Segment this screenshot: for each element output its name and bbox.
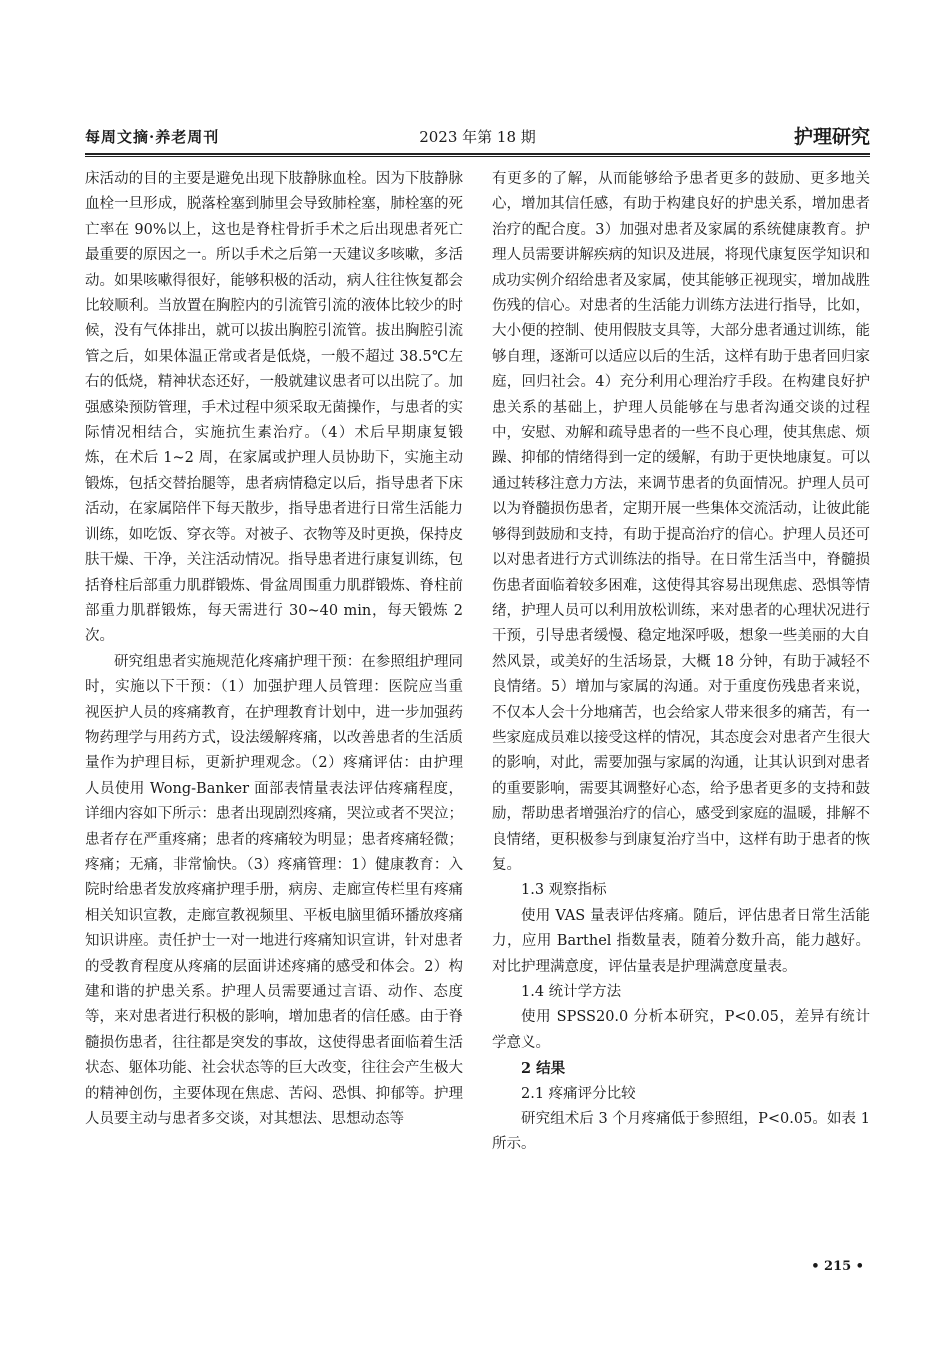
section-heading-2-1: 2.1 疼痛评分比较	[521, 1085, 636, 1102]
left-column	[85, 167, 463, 1132]
body-paragraph: 研究组患者实施规范化疼痛护理干预：在参照组护理同时，实施以下干预：（1）加强护理人员管理：医院应当重视医护人员的疼痛教育，在护理教育计划中，进一步加强药物药理学与用药方式，设法缓解疼痛，以改善患者的生活质量作为护理目标，更新护理观念。（2）疼痛评估：由护理人员使用 Wong-Banker 面部表情量表法评估疼痛程度，详细内容如下所示：患者出现剧烈疼痛，哭泣或者不哭泣；患者存在严重疼痛；患者的疼痛较为明显；患者疼痛轻微；疼痛；无痛，非常愉快。（3）疼痛管理：1）健康教育：入院时给患者发放疼痛护理手册，病房、走廊宣传栏里有疼痛相关知识宣教，走廊宣教视频里、平板电脑里循环播放疼痛知识讲座。责任护士一对一地进行疼痛知识宣讲，针对患者的受教育程度从疼痛的层面讲述疼痛的感受和体会。2）构建和谐的护患关系。护理人员需要通过言语、动作、态度等，来对患者进行积极的影响，增加患者的信任感。由于脊髓损伤患者，往往都是突发的事故，这使得患者面临着生活状态、躯体功能、社会状态等的巨大改变，往往会产生极大的精神创伤，主要体现在焦虑、苦闷、恐惧、抑郁等。护理人员要主动与患者多交谈，对其想法、思想动态等	[85, 653, 463, 1128]
page-number: • 215 •	[811, 1259, 864, 1274]
section-name: 护理研究	[793, 126, 870, 148]
header-rule-thin	[85, 156, 870, 157]
journal-name: 每周文摘·养老周刊	[85, 128, 220, 146]
body-paragraph: 使用 VAS 量表评估疼痛。随后，评估患者日常生活能力，应用 Barthel 指数量表，随着分数升高，能力越好。对比护理满意度，评估量表是护理满意度量表。	[492, 907, 870, 975]
section-heading-1-4: 1.4 统计学方法	[521, 984, 622, 1000]
running-header	[85, 120, 870, 154]
body-paragraph: 有更多的了解，从而能够给予患者更多的鼓励、更多地关心，增加其信任感，有助于构建良好的护患关系，增加患者治疗的配合度。3）加强对患者及家属的系统健康教育。护理人员需要讲解疾病的知识及进展，将现代康复医学知识和成功实例介绍给患者及家属，使其能够正视现实，增加战胜伤残的信心。对患者的生活能力训练方法进行指导，比如，大小便的控制、使用假肢支具等，大部分患者通过训练，能够自理，逐渐可以适应以后的生活，这样有助于患者回归家庭，回归社会。4）充分利用心理治疗手段。在构建良好护患关系的基础上，护理人员能够在与患者沟通交谈的过程中，安慰、劝解和疏导患者的一些不良心理，使其焦虑、烦躁、抑郁的情绪得到一定的缓解，有助于更快地康复。可以通过转移注意力方法，来调节患者的负面情况。护理人员可以为脊髓损伤患者，定期开展一些集体交流活动，让彼此能够得到鼓励和支持，有助于提高治疗的信心。护理人员还可以对患者进行方式训练法的指导。在日常生活当中，脊髓损伤患者面临着较多困难，这使得其容易出现焦虑、恐惧等情绪，护理人员可以利用放松训练，来对患者的心理状况进行干预，引导患者缓慢、稳定地深呼吸，想象一些美丽的大自然风景，或美好的生活场景，大概 18 分钟，有助于减轻不良情绪。5）增加与家属的沟通。对于重度伤残患者来说，不仅本人会十分地痛苦，也会给家人带来很多的痛苦，有一些家庭成员难以接受这样的情况，其态度会对患者产生很大的影响，对此，需要加强与家属的沟通，让其认识到对患者的重要影响，需要其调整好心态，给予患者更多的支持和鼓励，帮助患者增强治疗的信心，感受到家庭的温暖，排解不良情绪，更积极参与到康复治疗当中，这样有助于患者的恢复。	[492, 171, 870, 873]
header-rule	[85, 153, 870, 155]
issue-label: 2023 年第 18 期	[419, 128, 536, 146]
section-heading-1-3: 1.3 观察指标	[521, 882, 607, 899]
body-paragraph: 研究组术后 3 个月疼痛低于参照组，P<0.05。如表 1 所示。	[492, 1111, 870, 1153]
body-paragraph: 使用 SPSS20.0 分析本研究，P<0.05，差异有统计学意义。	[492, 1009, 870, 1051]
section-heading-2: 2 结果	[521, 1060, 566, 1078]
body-paragraph: 床活动的目的主要是避免出现下肢静脉血栓。因为下肢静脉血栓一旦形成，脱落栓塞到肺里会导致肺栓塞，肺栓塞的死亡率在 90%以上，这也是脊柱骨折手术之后出现患者死亡最重要的原因之一。所以手术之后第一天建议多咳嗽，多活动。如果咳嗽得很好，能够积极的活动，病人往往恢复都会比较顺利。当放置在胸腔内的引流管引流的液体比较少的时候，没有气体排出，就可以拔出胸腔引流管。拔出胸腔引流管之后，如果体温正常或者是低烧，一般不超过 38.5℃左右的低烧，精神状态还好，一般就建议患者可以出院了。加强感染预防管理，手术过程中须采取无菌操作，与患者的实际情况相结合，实施抗生素治疗。（4）术后早期康复锻炼，在术后 1~2 周，在家属或护理人员协助下，实施主动锻炼，包括交替抬腿等，患者病情稳定以后，指导患者下床活动，在家属陪伴下每天散步，指导患者进行日常生活能力训练，如吃饭、穿衣等。对被子、衣物等及时更换，保持皮肤干燥、干净，关注活动情况。指导患者进行康复训练，包括脊柱后部重力肌群锻炼、骨盆周围重力肌群锻炼、脊柱前部重力肌群锻炼，每天需进行 30~40 min，每天锻炼 2 次。	[85, 171, 463, 645]
right-column	[492, 167, 870, 1158]
